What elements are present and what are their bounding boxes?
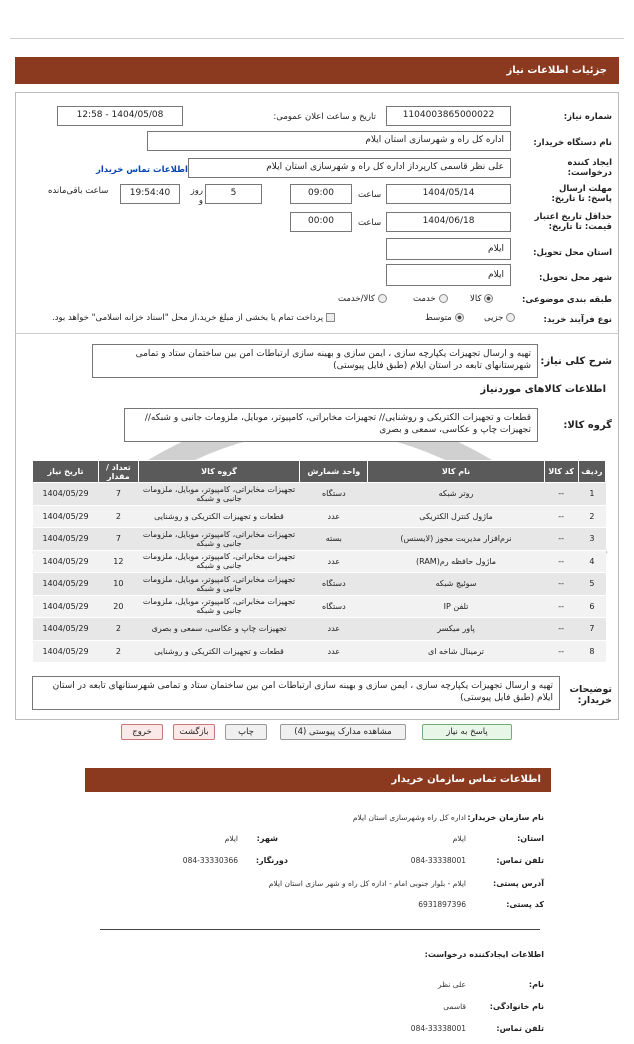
- name-cell: ترمینال شاخه ای: [368, 640, 544, 663]
- table-row: [33, 505, 606, 528]
- deadline-date-field: 1404/05/14: [386, 184, 511, 204]
- col-header-code: کد کالا: [544, 461, 578, 483]
- creator-info-title: اطلاعات ایجادکننده درخواست:: [424, 950, 544, 959]
- name-cell: پاور میکسر: [368, 618, 544, 641]
- days-field: 5: [205, 184, 262, 204]
- contact-city-label: شهر:: [256, 834, 278, 843]
- radio-selected-icon: [484, 294, 493, 303]
- buyer-org-field: اداره کل راه و شهرسازی استان ایلام: [147, 131, 511, 151]
- remaining-time-field: 19:54:40: [120, 184, 180, 204]
- summary-label: شرح کلی نیاز:: [540, 356, 612, 367]
- table-row: [33, 618, 606, 641]
- code-cell: --: [544, 550, 578, 573]
- radio-icon: [506, 313, 515, 322]
- back-button[interactable]: بازگشت: [173, 724, 215, 740]
- quantity-cell: 7: [98, 528, 138, 551]
- top-divider: [10, 38, 624, 39]
- col-header-date: تاریخ نیاز: [33, 461, 99, 483]
- quantity-cell: 20: [98, 595, 138, 618]
- process-option-medium[interactable]: متوسط: [425, 313, 464, 323]
- category-label: طبقه بندی موضوعی:: [522, 295, 612, 305]
- city-field: ایلام: [386, 264, 511, 286]
- process-label: نوع فرآیند خرید:: [543, 315, 612, 325]
- name-cell: ماژول حافظه رم(RAM): [368, 550, 544, 573]
- code-cell: --: [544, 595, 578, 618]
- unit-cell: عدد: [300, 640, 368, 663]
- date-cell: 1404/05/29: [33, 640, 99, 663]
- name-cell: تلفن IP: [368, 595, 544, 618]
- city-label: شهر محل تحویل:: [539, 273, 612, 283]
- name-cell: سوئیچ شبکه: [368, 573, 544, 596]
- unit-cell: بسته: [300, 528, 368, 551]
- quantity-cell: 12: [98, 550, 138, 573]
- contact-divider: [100, 929, 540, 930]
- contact-phone-label: تلفن تماس:: [496, 856, 544, 865]
- code-cell: --: [544, 573, 578, 596]
- group-cell: قطعات و تجهیزات الکتریکی و روشنایی: [138, 640, 299, 663]
- table-row: [33, 595, 606, 618]
- deadline-label: مهلت ارسال پاسخ: تا تاریخ:: [551, 184, 612, 204]
- group-cell: تجهیزات مخابراتی، کامپیوتر، موبایل، ملزومات جانبی و شبکه: [138, 528, 299, 551]
- announce-field: 1404/05/08 - 12:58: [57, 106, 183, 126]
- unit-cell: عدد: [300, 550, 368, 573]
- category-option-both[interactable]: کالا/خدمت: [338, 294, 387, 304]
- contact-postal-label: کد پستی:: [506, 900, 544, 909]
- province-label: استان محل تحویل:: [533, 248, 612, 258]
- process-option-minor[interactable]: جزیی: [484, 313, 515, 323]
- row-number-cell: 2: [578, 505, 605, 528]
- deadline-time-field: 09:00: [290, 184, 352, 204]
- section-divider: [15, 333, 619, 334]
- unit-cell: عدد: [300, 618, 368, 641]
- unit-cell: دستگاه: [300, 573, 368, 596]
- checkbox-icon: [326, 313, 335, 322]
- attachments-button[interactable]: مشاهده مدارک پیوستی (4): [280, 724, 406, 740]
- quantity-cell: 2: [98, 640, 138, 663]
- table-row: [33, 640, 606, 663]
- remaining-label: ساعت باقی‌مانده: [48, 186, 109, 196]
- validity-date-field: 1404/06/18: [386, 212, 511, 232]
- radio-selected-icon: [455, 313, 464, 322]
- code-cell: --: [544, 640, 578, 663]
- date-cell: 1404/05/29: [33, 550, 99, 573]
- code-cell: --: [544, 618, 578, 641]
- announce-label: تاریخ و ساعت اعلان عمومی:: [273, 112, 376, 122]
- contact-province-value: ایلام: [452, 834, 466, 843]
- quantity-cell: 10: [98, 573, 138, 596]
- table-row: [33, 550, 606, 573]
- col-header-unit: واحد شمارش: [300, 461, 368, 483]
- goods-group-field: قطعات و تجهیزات الکتریکی و روشنایی// تجهیزات مخابراتی، کامپیوتر، موبایل، ملزومات جانبی و شبکه// تجهیزات چاپ و عکاسی، سمعی و بصری: [124, 408, 538, 442]
- creator-family-label: نام خانوادگی:: [489, 1002, 544, 1011]
- validity-label: حداقل تاریخ اعتبار قیمت: تا تاریخ:: [534, 212, 612, 232]
- contact-city-value: ایلام: [224, 834, 238, 843]
- goods-group-label: گروه کالا:: [563, 420, 612, 431]
- print-button[interactable]: چاپ: [225, 724, 267, 740]
- group-cell: تجهیزات مخابراتی، کامپیوتر، موبایل، ملزومات جانبی و شبکه: [138, 550, 299, 573]
- goods-info-title: اطلاعات کالاهای موردنیاز: [480, 384, 606, 395]
- row-number-cell: 7: [578, 618, 605, 641]
- contact-phone-value: 084-33338001: [410, 856, 466, 865]
- validity-time-label: ساعت: [358, 218, 382, 228]
- col-header-quantity: تعداد / مقدار: [98, 461, 138, 483]
- payment-note[interactable]: پرداخت تمام یا بخشی از مبلغ خرید،از محل "اسناد خزانه اسلامی" خواهد بود.: [52, 313, 335, 323]
- radio-icon: [439, 294, 448, 303]
- quantity-cell: 7: [98, 483, 138, 506]
- details-header-bar: جزئیات اطلاعات نیاز: [15, 57, 619, 84]
- contact-fax-label: دورنگار:: [255, 856, 288, 865]
- contact-address-value: ایلام - بلوار جنوبی امام - اداره کل راه و شهر سازی استان ایلام: [268, 879, 466, 888]
- name-cell: ماژول کنترل الکتریکی: [368, 505, 544, 528]
- group-cell: قطعات و تجهیزات الکتریکی و روشنایی: [138, 505, 299, 528]
- radio-icon: [378, 294, 387, 303]
- need-number-label: شماره نیاز:: [563, 112, 612, 122]
- unit-cell: دستگاه: [300, 483, 368, 506]
- date-cell: 1404/05/29: [33, 505, 99, 528]
- creator-name-label: نام:: [528, 980, 544, 989]
- respond-button[interactable]: پاسخ به نیاز: [422, 724, 512, 740]
- table-row: [33, 573, 606, 596]
- date-cell: 1404/05/29: [33, 483, 99, 506]
- contact-province-label: استان:: [517, 834, 544, 843]
- category-option-service[interactable]: خدمت: [413, 294, 448, 304]
- days-label: روز و: [190, 186, 203, 206]
- category-option-goods[interactable]: کالا: [470, 294, 493, 304]
- unit-cell: دستگاه: [300, 595, 368, 618]
- creator-label: ایجاد کننده درخواست:: [567, 158, 612, 178]
- col-header-group: گروه کالا: [138, 461, 299, 483]
- contact-org-value: اداره کل راه وشهرسازی استان ایلام: [352, 813, 466, 822]
- buyer-contact-link[interactable]: اطلاعات تماس خریدار: [96, 165, 188, 175]
- row-number-cell: 8: [578, 640, 605, 663]
- row-number-cell: 3: [578, 528, 605, 551]
- name-cell: روتر شبکه: [368, 483, 544, 506]
- buyer-org-label: نام دستگاه خریدار:: [533, 138, 612, 148]
- unit-cell: عدد: [300, 505, 368, 528]
- group-cell: تجهیزات مخابراتی، کامپیوتر، موبایل، ملزومات جانبی و شبکه: [138, 483, 299, 506]
- table-header-row: [33, 461, 606, 483]
- group-cell: تجهیزات مخابراتی، کامپیوتر، موبایل، ملزومات جانبی و شبکه: [138, 595, 299, 618]
- row-number-cell: 5: [578, 573, 605, 596]
- summary-field: تهیه و ارسال تجهیزات یکپارچه سازی ، ایمن سازی و بهینه سازی ارتباطات امن بین ساختمان ستاد و تمامی شهرستانهای تابعه در استان ایلام (طبق فایل پیوستی): [92, 344, 538, 378]
- group-cell: تجهیزات چاپ و عکاسی، سمعی و بصری: [138, 618, 299, 641]
- table-row: [33, 483, 606, 506]
- name-cell: نرم‌افزار مدیریت مجوز (لایسنس): [368, 528, 544, 551]
- row-number-cell: 6: [578, 595, 605, 618]
- quantity-cell: 2: [98, 618, 138, 641]
- need-number-field: 1104003865000022: [386, 106, 511, 126]
- date-cell: 1404/05/29: [33, 618, 99, 641]
- creator-family-value: قاسمی: [443, 1002, 466, 1011]
- goods-table: [32, 460, 606, 663]
- province-field: ایلام: [386, 238, 511, 260]
- deadline-time-label: ساعت: [358, 190, 382, 200]
- creator-phone-label: تلفن تماس:: [496, 1024, 544, 1033]
- date-cell: 1404/05/29: [33, 595, 99, 618]
- creator-phone-value: 084-33338001: [410, 1024, 466, 1033]
- col-header-row-number: ردیف: [578, 461, 605, 483]
- contact-fax-value: 084-33330366: [182, 856, 238, 865]
- row-number-cell: 4: [578, 550, 605, 573]
- code-cell: --: [544, 528, 578, 551]
- quantity-cell: 2: [98, 505, 138, 528]
- contact-address-label: آدرس پستی:: [493, 879, 544, 888]
- creator-name-value: علی نظر: [438, 980, 466, 989]
- creator-field: علی نظر قاسمی کارپرداز اداره کل راه و شهرسازی استان ایلام: [188, 158, 511, 178]
- row-number-cell: 1: [578, 483, 605, 506]
- contact-postal-value: 6931897396: [418, 900, 466, 909]
- contact-section-header: اطلاعات تماس سازمان خریدار: [85, 768, 551, 792]
- contact-org-label: نام سازمان خریدار:: [467, 813, 544, 822]
- date-cell: 1404/05/29: [33, 573, 99, 596]
- col-header-name: نام کالا: [368, 461, 544, 483]
- exit-button[interactable]: خروج: [121, 724, 163, 740]
- validity-time-field: 00:00: [290, 212, 352, 232]
- table-row: [33, 528, 606, 551]
- date-cell: 1404/05/29: [33, 528, 99, 551]
- code-cell: --: [544, 483, 578, 506]
- buyer-notes-field: تهیه و ارسال تجهیزات یکپارچه سازی ، ایمن سازی و بهینه سازی ارتباطات امن بین ساختمان ستاد و تمامی شهرستانهای تابعه در استان ایلام (طبق فایل پیوستی): [32, 676, 560, 710]
- code-cell: --: [544, 505, 578, 528]
- buyer-notes-label: توضیحات خریدار:: [569, 684, 612, 706]
- group-cell: تجهیزات مخابراتی، کامپیوتر، موبایل، ملزومات جانبی و شبکه: [138, 573, 299, 596]
